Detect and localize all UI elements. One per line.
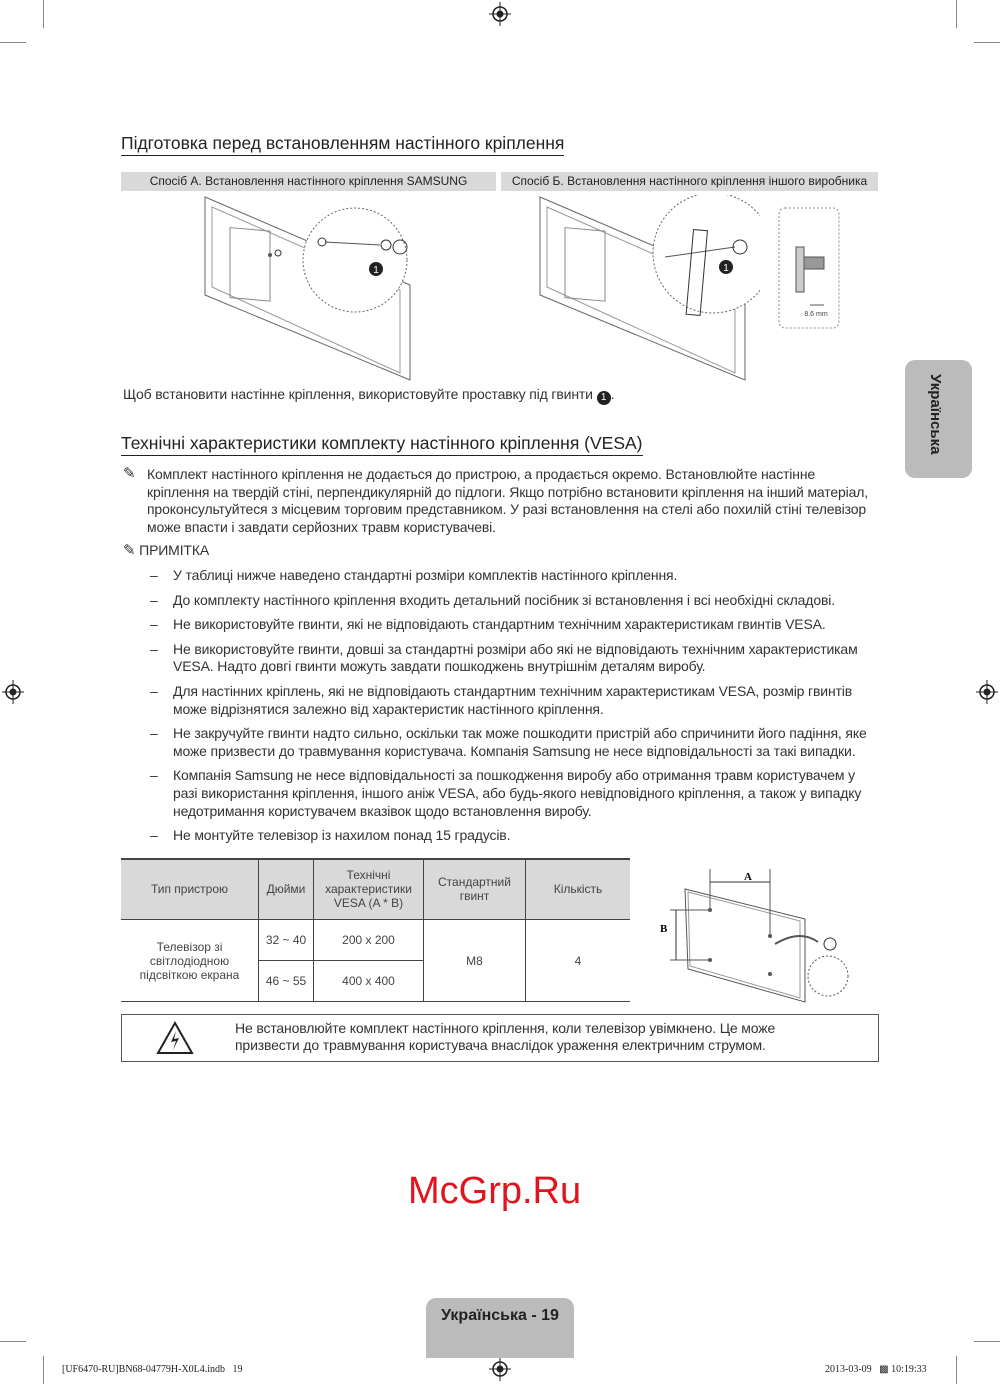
- tv-back-diagram-b: [535, 195, 760, 385]
- registration-mark-icon: [976, 680, 998, 704]
- header-device-type: Тип пристрою: [121, 859, 259, 920]
- spacer-dimension-diagram: [778, 207, 840, 329]
- registration-mark-icon: [489, 2, 511, 26]
- note-label: ПРИМІТКА: [139, 542, 210, 559]
- note-text: У таблиці нижче наведено стандартні розміри комплектів настінного кріплення.: [173, 566, 678, 583]
- note-list-item: [121, 641, 878, 676]
- note-heading: [121, 542, 878, 560]
- pencil-note-icon: ✎: [123, 465, 136, 482]
- warning-text: Не встановлюйте комплект настінного кріплення, коли телевізор увімкнено. Це може призвести до травмування користувача внаслідок ураження електричним струмом.: [235, 1019, 776, 1054]
- spacer-dimension: 8.6 mm: [804, 311, 828, 318]
- dash-bullet: –: [150, 591, 158, 608]
- cell-inches: 32 ~ 40: [259, 920, 314, 961]
- dimension-a: A: [744, 870, 752, 883]
- note-list-item: [121, 616, 878, 634]
- crop-mark: [0, 42, 26, 43]
- note-text: Не монтуйте телевізор із нахилом понад 15 градусів.: [173, 827, 511, 844]
- dash-bullet: –: [150, 725, 158, 742]
- header-vesa: Технічні характеристики VESA (A * B): [314, 859, 424, 920]
- intro-paragraph: [121, 466, 878, 536]
- page-number-tab: [426, 1298, 574, 1358]
- cell-vesa: 200 x 200: [314, 920, 424, 961]
- vesa-section-body: [121, 466, 878, 1062]
- dimension-b: B: [660, 922, 668, 935]
- crop-mark: [956, 0, 957, 28]
- cell-inches: 46 ~ 55: [259, 961, 314, 1002]
- page-number-label: Українська - 19: [441, 1307, 559, 1324]
- footer-filename: [UF6470-RU]BN68-04779H-X0L4.indb 19: [62, 1364, 243, 1375]
- watermark: McGrp.Ru: [408, 1170, 582, 1212]
- note-text: Не використовуйте гвинти, які не відповідають стандартним технічним характеристикам гвинтів VESA.: [173, 616, 826, 633]
- header-inches: Дюйми: [259, 859, 314, 920]
- caption-text: Щоб встановити настінне кріплення, використовуйте проставку під гвинти: [123, 386, 593, 402]
- note-list: [121, 567, 878, 845]
- crop-mark: [43, 0, 44, 28]
- section-heading-vesa: Технічні характеристики комплекту настінного кріплення (VESA): [121, 433, 643, 456]
- callout-number: 1: [723, 263, 729, 274]
- footer-timestamp: 2013-03-09 ▩ 10:19:33: [825, 1364, 927, 1375]
- vesa-spec-table: [121, 858, 630, 1003]
- note-text: Не закручуйте гвинти надто сильно, оскільки так може пошкодити пристрій або спричинити його падіння, яке може призвести до травмування користувача. Компанія Samsung не несе відповідальності за такі випадки.: [173, 725, 867, 759]
- note-list-item: [121, 725, 878, 760]
- note-list-item: [121, 767, 878, 820]
- intro-text: Комплект настінного кріплення не додається до пристрою, а продається окремо. Встановлюйте настінне кріплення на твердій стіні, перпендикулярній до підлоги. Якщо потрібно встановити кріплення на інший матеріал, проконсультуйтеся з місцевим торговим представником. У разі встановлення на стелі або похилій стіні телевізор може впасти і завдати серйозних травм користувачеві.: [147, 466, 868, 535]
- side-tab-label: Українська: [927, 374, 944, 455]
- crop-mark: [956, 1356, 957, 1384]
- note-text: До комплекту настінного кріплення входить детальний посібник зі встановлення і всі необхідні складові.: [173, 591, 835, 608]
- warning-box: [121, 1014, 879, 1062]
- note-text: Компанія Samsung не несе відповідальності за пошкодження виробу або отримання травм користувачем у разі використання кріплення, іншого аніж VESA, або будь-якого невідповідного кріплення, а також у випадку недотримання користувачем вказівок щодо встановлення виробу.: [173, 767, 862, 819]
- crop-mark: [0, 1341, 26, 1342]
- note-text: Для настінних кріплень, які не відповідають стандартним технічним характеристикам VESA, розмір гвинтів може відрізнятися залежно від характеристик настінного кріплення.: [173, 682, 853, 717]
- callout-number: 1: [597, 391, 611, 405]
- vesa-dimension-diagram: [650, 864, 860, 1004]
- note-list-item: [121, 683, 878, 718]
- cell-quantity: 4: [526, 920, 631, 1002]
- method-a-label: Спосіб А. Встановлення настінного кріплення SAMSUNG: [121, 172, 496, 191]
- dash-bullet: –: [150, 640, 158, 657]
- dash-bullet: –: [150, 682, 158, 699]
- header-quantity: Кількість: [526, 859, 631, 920]
- dash-bullet: –: [150, 767, 158, 784]
- electric-hazard-icon: [156, 1021, 194, 1055]
- registration-mark-icon: [489, 1357, 511, 1381]
- spacer-caption: Щоб встановити настінне кріплення, використовуйте проставку під гвинти 1 .: [123, 386, 615, 403]
- cell-vesa: 400 x 400: [314, 961, 424, 1002]
- crop-mark: [974, 1341, 1000, 1342]
- dash-bullet: –: [150, 616, 158, 633]
- registration-mark-icon: [2, 680, 24, 704]
- header-screw: Стандартний гвинт: [424, 859, 526, 920]
- tv-back-diagram-a: [200, 195, 420, 385]
- dash-bullet: –: [150, 827, 158, 844]
- note-list-item: [121, 827, 878, 845]
- dash-bullet: –: [150, 566, 158, 583]
- crop-mark: [974, 42, 1000, 43]
- cell-device-type: Телевізор зі світлодіодною підсвіткою екрана: [121, 920, 259, 1002]
- note-list-item: [121, 592, 878, 610]
- crop-mark: [43, 1356, 44, 1384]
- section-heading-preparation: Підготовка перед встановленням настінного кріплення: [121, 133, 564, 156]
- method-b-label: Спосіб Б. Встановлення настінного кріплення іншого виробника: [501, 172, 878, 191]
- callout-number: 1: [373, 265, 379, 276]
- note-text: Не використовуйте гвинти, довші за стандартні розміри або які не відповідають технічним характеристикам VESA. Надто довгі гвинти можуть завдати пошкоджень внутрішнім деталям виробу.: [173, 640, 858, 675]
- cell-screw: M8: [424, 920, 526, 1002]
- note-list-item: [121, 567, 878, 585]
- pencil-note-icon: ✎: [123, 542, 136, 560]
- language-side-tab[interactable]: [905, 360, 972, 478]
- vesa-table-row: [121, 858, 878, 1004]
